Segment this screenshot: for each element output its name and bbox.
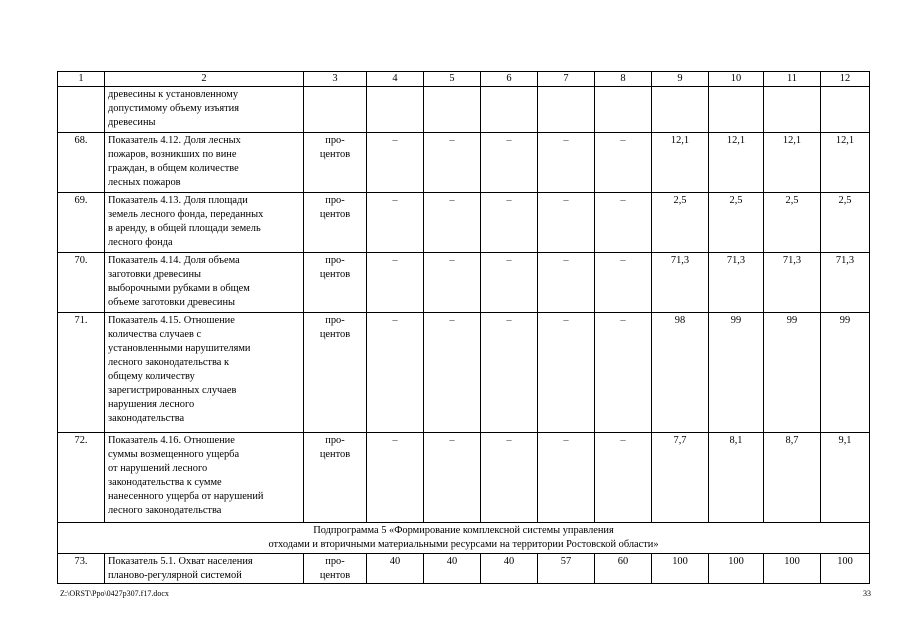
column-number-cell: 7: [538, 72, 595, 87]
indicator-name-line: Показатель 4.12. Доля лесных: [108, 135, 241, 146]
row-number-cell: 73.: [58, 554, 105, 584]
value-cell: –: [481, 433, 538, 523]
value-cell: 8,1: [709, 433, 764, 523]
value-cell: –: [538, 133, 595, 193]
table-row: [58, 253, 870, 313]
indicator-name-cell: [105, 193, 304, 253]
indicator-name-line: допустимому объему изъятия: [108, 103, 239, 114]
unit-line: центов: [319, 329, 351, 340]
section-heading-line: отходами и вторичными материальными ресурсами на территории Ростовской области»: [268, 539, 659, 550]
column-number-cell: 1: [58, 72, 105, 87]
unit-cell: [304, 313, 367, 433]
indicator-name-cell: [105, 554, 304, 584]
value-cell: 71,3: [652, 253, 709, 313]
value-cell: –: [424, 313, 481, 433]
value-cell: –: [367, 433, 424, 523]
unit-cell: [304, 253, 367, 313]
unit-line: центов: [319, 269, 351, 280]
value-cell: 12,1: [652, 133, 709, 193]
indicator-name-cell: [105, 313, 304, 433]
indicator-name-line: законодательства: [108, 413, 185, 424]
indicator-name-line: планово-регулярной системой: [108, 570, 242, 581]
row-number-cell: [58, 87, 105, 133]
value-cell: 99: [709, 313, 764, 433]
value-cell: –: [595, 313, 652, 433]
section-heading-row: [58, 523, 870, 554]
value-cell: –: [481, 253, 538, 313]
value-cell: –: [595, 433, 652, 523]
column-number-cell: 4: [367, 72, 424, 87]
unit-line: про-: [325, 435, 345, 446]
indicator-name-cell: [105, 253, 304, 313]
unit-cell: [304, 554, 367, 584]
column-number-cell: 11: [764, 72, 821, 87]
indicator-name-line: суммы возмещенного ущерба: [108, 449, 240, 460]
value-cell: [821, 87, 870, 133]
indicator-name-line: количества случаев с: [108, 329, 202, 340]
value-cell: –: [595, 133, 652, 193]
indicator-name-line: объеме заготовки древесины: [108, 297, 236, 308]
row-number-cell: 68.: [58, 133, 105, 193]
row-number-cell: 70.: [58, 253, 105, 313]
value-cell: 100: [652, 554, 709, 584]
value-cell: 40: [424, 554, 481, 584]
unit-line: центов: [319, 209, 351, 220]
value-cell: 98: [652, 313, 709, 433]
value-cell: –: [424, 193, 481, 253]
value-cell: 99: [764, 313, 821, 433]
indicator-name-line: древесины к установленному: [108, 89, 239, 100]
value-cell: [595, 87, 652, 133]
indicator-name-line: законодательства к сумме: [108, 477, 222, 488]
value-cell: –: [424, 253, 481, 313]
section-heading-line: Подпрограмма 5 «Формирование комплексной системы управления: [313, 525, 614, 536]
indicator-name-line: общему количеству: [108, 371, 195, 382]
indicator-name-line: лесного фонда: [108, 237, 173, 248]
unit-line: про-: [325, 315, 345, 326]
indicator-name-line: лесных пожаров: [108, 177, 181, 188]
indicator-name-cell: [105, 433, 304, 523]
value-cell: –: [595, 193, 652, 253]
indicator-name-line: граждан, в общем количестве: [108, 163, 239, 174]
unit-line: про-: [325, 556, 345, 567]
value-cell: –: [367, 253, 424, 313]
indicator-name-line: зарегистрированных случаев: [108, 385, 237, 396]
value-cell: –: [595, 253, 652, 313]
value-cell: –: [481, 193, 538, 253]
value-cell: 100: [764, 554, 821, 584]
column-number-cell: 10: [709, 72, 764, 87]
indicator-name-line: нарушения лесного: [108, 399, 195, 410]
column-number-cell: 3: [304, 72, 367, 87]
indicators-table: [57, 71, 870, 584]
value-cell: 71,3: [764, 253, 821, 313]
column-number-cell: 2: [105, 72, 304, 87]
indicator-name-line: установленными нарушителями: [108, 343, 251, 354]
value-cell: 8,7: [764, 433, 821, 523]
section-heading-cell: [58, 523, 870, 554]
value-cell: 71,3: [709, 253, 764, 313]
indicator-name-line: древесины: [108, 117, 156, 128]
indicator-name-line: Показатель 4.13. Доля площади: [108, 195, 248, 206]
indicator-name-line: выборочными рубками в общем: [108, 283, 250, 294]
value-cell: 40: [481, 554, 538, 584]
table-row: [58, 554, 870, 584]
value-cell: 100: [709, 554, 764, 584]
value-cell: 12,1: [764, 133, 821, 193]
indicator-name-line: Показатель 4.14. Доля объема: [108, 255, 240, 266]
value-cell: 71,3: [821, 253, 870, 313]
unit-line: центов: [319, 449, 351, 460]
table-row: [58, 133, 870, 193]
column-number-cell: 9: [652, 72, 709, 87]
value-cell: [538, 87, 595, 133]
value-cell: [481, 87, 538, 133]
value-cell: 9,1: [821, 433, 870, 523]
value-cell: 100: [821, 554, 870, 584]
value-cell: –: [538, 433, 595, 523]
indicator-name-line: в аренду, в общей площади земель: [108, 223, 261, 234]
indicator-name-line: Показатель 4.16. Отношение: [108, 435, 235, 446]
unit-line: центов: [319, 149, 351, 160]
value-cell: –: [481, 313, 538, 433]
row-number-cell: 69.: [58, 193, 105, 253]
value-cell: 2,5: [709, 193, 764, 253]
indicator-name-line: Показатель 5.1. Охват населения: [108, 556, 253, 567]
unit-cell: [304, 87, 367, 133]
value-cell: [764, 87, 821, 133]
table-row: [58, 87, 870, 133]
indicator-name-line: лесного законодательства к: [108, 357, 229, 368]
header-row: [58, 72, 870, 87]
unit-cell: [304, 193, 367, 253]
value-cell: 60: [595, 554, 652, 584]
indicator-name-line: заготовки древесины: [108, 269, 202, 280]
column-number-cell: 8: [595, 72, 652, 87]
value-cell: –: [367, 313, 424, 433]
value-cell: –: [424, 133, 481, 193]
unit-cell: [304, 133, 367, 193]
value-cell: –: [367, 193, 424, 253]
indicator-name-line: пожаров, возникших по вине: [108, 149, 237, 160]
page-number: 33: [863, 589, 871, 598]
column-number-cell: 5: [424, 72, 481, 87]
table-row: [58, 433, 870, 523]
value-cell: 2,5: [821, 193, 870, 253]
value-cell: 7,7: [652, 433, 709, 523]
table-row: [58, 193, 870, 253]
unit-line: про-: [325, 255, 345, 266]
table-row: [58, 313, 870, 433]
unit-line: про-: [325, 195, 345, 206]
indicator-name-line: земель лесного фонда, переданных: [108, 209, 264, 220]
value-cell: 99: [821, 313, 870, 433]
value-cell: –: [424, 433, 481, 523]
row-number-cell: 71.: [58, 313, 105, 433]
column-number-cell: 6: [481, 72, 538, 87]
value-cell: –: [538, 193, 595, 253]
indicator-name-line: от нарушений лесного: [108, 463, 208, 474]
value-cell: 12,1: [821, 133, 870, 193]
value-cell: –: [481, 133, 538, 193]
unit-line: про-: [325, 135, 345, 146]
unit-line: центов: [319, 570, 351, 581]
value-cell: 2,5: [652, 193, 709, 253]
footer-file-path: Z:\ORST\Ppo\0427p307.f17.docx: [60, 589, 169, 598]
value-cell: [709, 87, 764, 133]
value-cell: –: [538, 253, 595, 313]
value-cell: 40: [367, 554, 424, 584]
value-cell: –: [538, 313, 595, 433]
column-number-cell: 12: [821, 72, 870, 87]
value-cell: –: [367, 133, 424, 193]
value-cell: 12,1: [709, 133, 764, 193]
value-cell: [652, 87, 709, 133]
table-body: [58, 72, 870, 584]
indicator-name-line: Показатель 4.15. Отношение: [108, 315, 235, 326]
row-number-cell: 72.: [58, 433, 105, 523]
indicator-name-cell: [105, 87, 304, 133]
indicator-name-line: нанесенного ущерба от нарушений: [108, 491, 264, 502]
indicator-name-cell: [105, 133, 304, 193]
value-cell: [367, 87, 424, 133]
value-cell: 2,5: [764, 193, 821, 253]
value-cell: [424, 87, 481, 133]
value-cell: 57: [538, 554, 595, 584]
unit-cell: [304, 433, 367, 523]
indicator-name-line: лесного законодательства: [108, 505, 222, 516]
